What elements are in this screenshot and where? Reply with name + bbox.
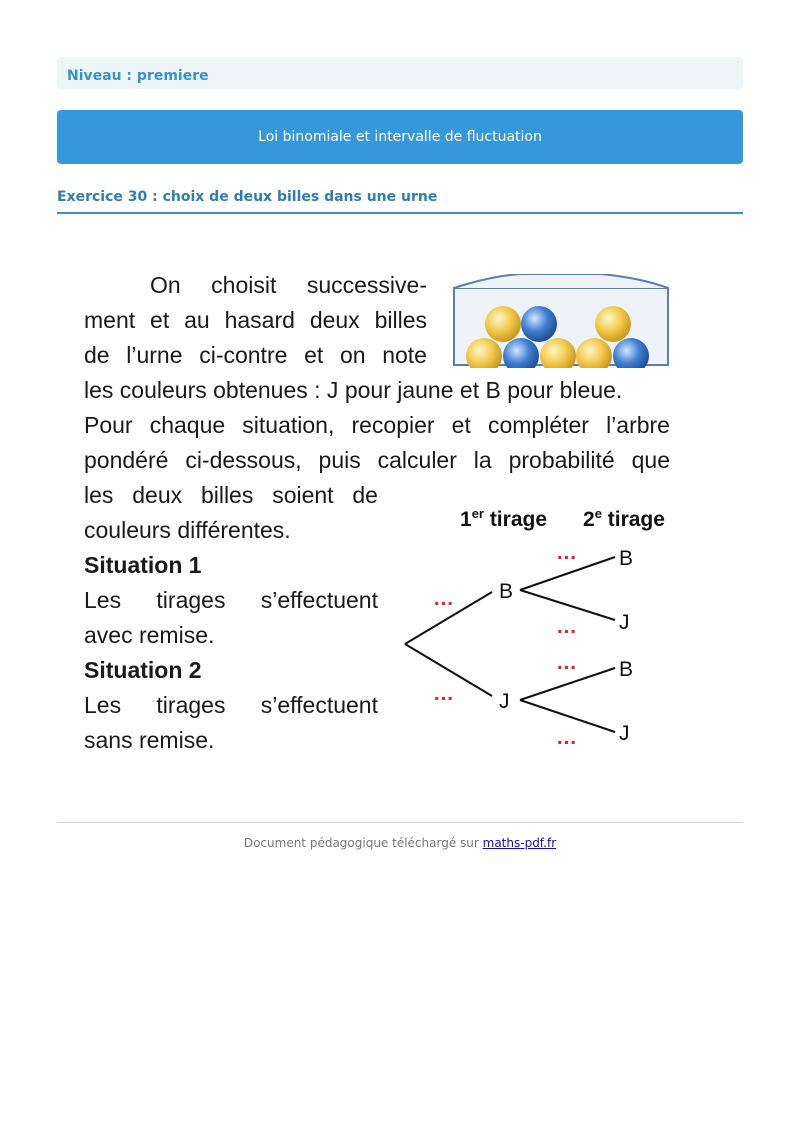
col-header-2: 2e tirage <box>583 506 665 531</box>
weight-J-B: … <box>556 651 577 674</box>
leaf-BJ: J <box>619 611 630 634</box>
weight-root-J: … <box>433 682 454 705</box>
chapter-title-bar <box>57 110 743 164</box>
leaf-JJ: J <box>619 722 630 745</box>
exercise-heading <box>57 186 743 214</box>
situation-2-line-2: sans remise. <box>84 727 215 753</box>
situation-1-title: Situation 1 <box>84 552 202 578</box>
text-line-3: de l’urne ci-contre et on note <box>84 342 427 368</box>
urn-lid <box>454 274 668 288</box>
situation-2-line-1: Les tirages s’effectuent <box>84 692 378 718</box>
level-box <box>57 57 743 89</box>
text-line-6: pondéré ci-dessous, puis calculer la probabilité que <box>84 447 670 473</box>
footer-text: Document pédagogique téléchargé sur <box>243 836 483 850</box>
ball-yellow <box>485 306 521 342</box>
leaf-BB: B <box>619 547 634 570</box>
situation-1-line-2: avec remise. <box>84 622 215 648</box>
weight-B-B: … <box>556 541 577 564</box>
urn-illustration <box>451 274 671 368</box>
node-B: B <box>499 580 514 603</box>
situation-1-line-1: Les tirages s’effectuent <box>84 587 378 613</box>
footer-link[interactable]: maths-pdf.fr <box>482 836 557 850</box>
footer <box>57 836 743 850</box>
text-line-4: les couleurs obtenues : J pour jaune et B pour bleue. <box>84 377 623 403</box>
text-line-7: les deux billes soient de <box>84 482 378 508</box>
footer-divider <box>57 822 743 823</box>
leaf-JB: B <box>619 658 634 681</box>
text-line-8: couleurs différentes. <box>84 517 291 543</box>
ball-yellow <box>595 306 631 342</box>
col-header-1: 1er tirage <box>460 506 548 531</box>
chapter-title: Loi binomiale et intervalle de fluctuation <box>258 129 542 145</box>
weight-B-J: … <box>556 615 577 638</box>
text-line-1: On choisit successive- <box>150 272 427 298</box>
level-label: Niveau : premiere <box>67 68 209 84</box>
probability-placeholders <box>433 541 577 749</box>
text-line-5: Pour chaque situation, recopier et compléter l’arbre <box>84 412 670 438</box>
ball-blue <box>521 306 557 342</box>
exercise-image <box>75 262 685 767</box>
probability-tree <box>395 502 685 762</box>
weight-J-J: … <box>556 726 577 749</box>
node-J: J <box>499 690 510 713</box>
weight-root-B: … <box>433 587 454 610</box>
text-line-2: ment et au hasard deux billes <box>84 307 427 333</box>
exercise-title: Exercice 30 : choix de deux billes dans une urne <box>57 189 438 205</box>
situation-2-title: Situation 2 <box>84 657 202 683</box>
